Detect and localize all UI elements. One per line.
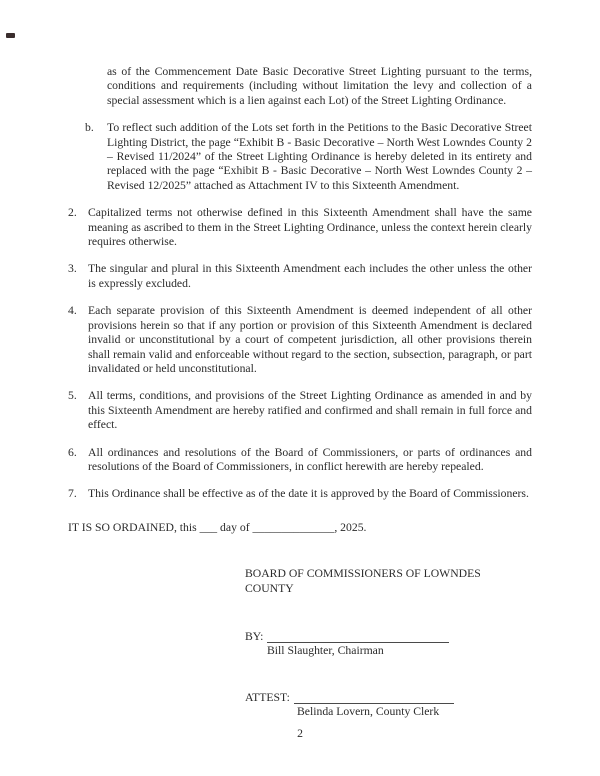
attest-signature-row bbox=[245, 691, 532, 705]
item-marker: 3. bbox=[68, 262, 77, 276]
attest-label: ATTEST: bbox=[245, 690, 290, 704]
item-text: Capitalized terms not otherwise defined in this Sixteenth Amendment shall have the same meaning as ascribed to them in the Street Lighting Ordinance, unless the context herein clearly requires otherwise. bbox=[88, 206, 532, 249]
clerk-signature-line bbox=[294, 691, 454, 704]
paragraph-a-continuation: as of the Commencement Date Basic Decorative Street Lighting pursuant to the terms, conditions and requirements (including without limitation the levy and collection of a special assessment which is a lien against each Lot) of the Street Lighting Ordinance. bbox=[107, 65, 532, 107]
item-text: Each separate provision of this Sixteenth Amendment is deemed independent of all other provisions herein so that if any portion or provision of this Sixteenth Amendment is declared invalid or unconstitutional by a court of competent jurisdiction, all other provisions therein shall remain valid and enforceable without regard to the section, subsection, paragraph, or part invalidated or held unconstitutional. bbox=[88, 304, 532, 375]
item-marker: 2. bbox=[68, 206, 77, 220]
list-item-b bbox=[85, 121, 532, 193]
page-number: 2 bbox=[297, 726, 303, 740]
item-marker: 4. bbox=[68, 304, 77, 318]
board-title: BOARD OF COMMISSIONERS OF LOWNDES COUNTY bbox=[245, 567, 481, 595]
by-label: BY: bbox=[245, 629, 264, 643]
scan-speck-mark bbox=[6, 33, 15, 38]
list-item-5 bbox=[68, 389, 532, 432]
chairman-signature-line bbox=[267, 630, 449, 643]
list-item-3 bbox=[68, 262, 532, 291]
item-text: The singular and plural in this Sixteenth Amendment each includes the other unless the other is expressly excluded. bbox=[88, 262, 532, 290]
item-text: To reflect such addition of the Lots set forth in the Petitions to the Basic Decorative Street Lighting District, the page “Exhibit B - Basic Decorative – North West Lowndes County 2 – Revised 11/2024” of the Street Lighting Ordinance is hereby deleted in its entirety and replaced with the page “Exhibit B - Basic Decorative – North West Lowndes County 2 – Revised 12/2025” attached as Attachment IV to this Sixteenth Amendment. bbox=[107, 121, 532, 192]
clerk-name: Belinda Lovern, County Clerk bbox=[297, 705, 440, 719]
chairman-name: Bill Slaughter, Chairman bbox=[267, 644, 384, 658]
item-text: This Ordinance shall be effective as of the date it is approved by the Board of Commissioners. bbox=[88, 487, 529, 501]
item-marker: 5. bbox=[68, 389, 77, 403]
list-item-2 bbox=[68, 206, 532, 249]
item-marker: 6. bbox=[68, 445, 77, 459]
item-marker: 7. bbox=[68, 487, 77, 501]
by-signature-row bbox=[245, 630, 532, 644]
item-marker: b. bbox=[85, 121, 94, 135]
item-text: All terms, conditions, and provisions of the Street Lighting Ordinance as amended in and by this Sixteenth Amendment are hereby ratified and confirmed and shall remain in full force and effect. bbox=[88, 389, 532, 432]
ordained-clause: IT IS SO ORDAINED, this ___ day of ______________, 2025. bbox=[68, 520, 367, 534]
list-item-6 bbox=[68, 446, 532, 475]
signature-block bbox=[245, 567, 532, 719]
list-item-7 bbox=[68, 487, 532, 501]
list-item-4 bbox=[68, 304, 532, 376]
item-text: All ordinances and resolutions of the Board of Commissioners, or parts of ordinances and resolutions of the Board of Commissioners, in conflict herewith are hereby repealed. bbox=[88, 445, 532, 473]
